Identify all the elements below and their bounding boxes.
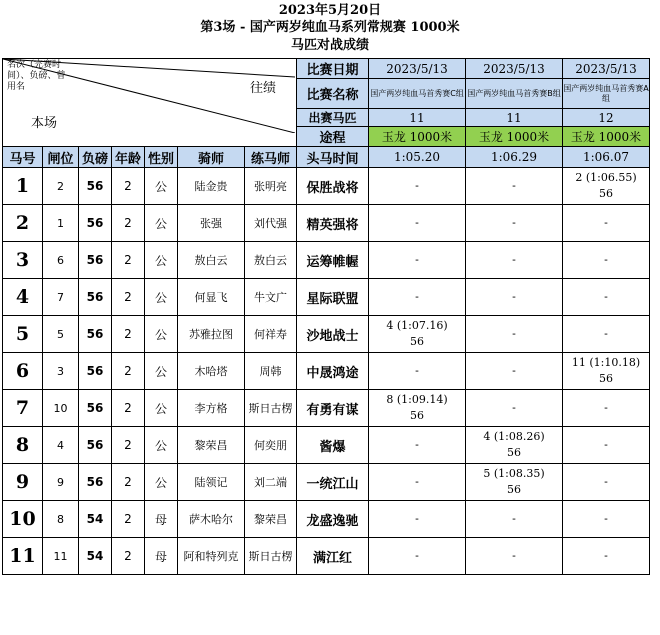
horse-sex: 公 bbox=[145, 242, 178, 279]
result-place: 4 (1:07.16) bbox=[386, 319, 448, 332]
horse-age: 2 bbox=[112, 501, 145, 538]
race-starters: 12 bbox=[563, 109, 650, 127]
carried-weight: 56 bbox=[79, 390, 112, 427]
gate-number: 7 bbox=[43, 279, 79, 316]
jockey-name: 萨木哈尔 bbox=[178, 501, 245, 538]
table-row bbox=[3, 427, 650, 464]
past-result bbox=[466, 316, 563, 353]
past-result bbox=[563, 464, 650, 501]
past-result bbox=[369, 316, 466, 353]
past-result bbox=[563, 316, 650, 353]
horse-name: 酱爆 bbox=[297, 427, 369, 464]
corner-past-label: 往绩 bbox=[249, 81, 276, 96]
horse-age: 2 bbox=[112, 464, 145, 501]
horse-name: 保胜战将 bbox=[297, 168, 369, 205]
past-result bbox=[369, 168, 466, 205]
horse-sex: 公 bbox=[145, 390, 178, 427]
carried-weight: 56 bbox=[79, 316, 112, 353]
result-place: - bbox=[604, 475, 608, 488]
past-result bbox=[563, 427, 650, 464]
horse-name: 有勇有谋 bbox=[297, 390, 369, 427]
horse-sex: 公 bbox=[145, 279, 178, 316]
race-name: 国产两岁纯血马首秀赛A组 bbox=[563, 79, 650, 109]
past-result bbox=[563, 242, 650, 279]
race-title: 第3场 - 国产两岁纯血马系列常规赛 1000米 bbox=[200, 20, 460, 35]
horse-number: 2 bbox=[3, 205, 43, 242]
table-row bbox=[3, 168, 650, 205]
horse-age: 2 bbox=[112, 427, 145, 464]
result-place: - bbox=[512, 364, 516, 377]
corner-current-label: 本场 bbox=[31, 116, 58, 131]
gate-number: 8 bbox=[43, 501, 79, 538]
trainer-name: 斯日古楞 bbox=[245, 538, 297, 575]
jockey-name: 敖白云 bbox=[178, 242, 245, 279]
result-place: - bbox=[604, 438, 608, 451]
horse-number: 9 bbox=[3, 464, 43, 501]
col-weight: 负磅 bbox=[79, 147, 112, 168]
label-winning-time: 头马时间 bbox=[297, 147, 369, 168]
trainer-name: 牛文广 bbox=[245, 279, 297, 316]
label-starters: 出赛马匹 bbox=[297, 109, 369, 127]
trainer-name: 周韩 bbox=[245, 353, 297, 390]
table-row bbox=[3, 205, 650, 242]
table-row bbox=[3, 390, 650, 427]
jockey-name: 黎荣昌 bbox=[178, 427, 245, 464]
race-date: 2023/5/13 bbox=[466, 59, 563, 79]
table-row bbox=[3, 353, 650, 390]
past-result bbox=[466, 464, 563, 501]
result-place: - bbox=[415, 290, 419, 303]
result-place: - bbox=[415, 475, 419, 488]
race-course: 玉龙 1000米 bbox=[466, 127, 563, 147]
result-weight: 56 bbox=[599, 187, 613, 200]
result-place: - bbox=[415, 253, 419, 266]
carried-weight: 56 bbox=[79, 168, 112, 205]
gate-number: 1 bbox=[43, 205, 79, 242]
carried-weight: 56 bbox=[79, 279, 112, 316]
result-place: - bbox=[604, 401, 608, 414]
result-place: - bbox=[604, 327, 608, 340]
horse-number: 5 bbox=[3, 316, 43, 353]
result-place: - bbox=[512, 327, 516, 340]
result-place: - bbox=[604, 549, 608, 562]
race-course: 玉龙 1000米 bbox=[563, 127, 650, 147]
result-place: - bbox=[512, 179, 516, 192]
race-starters: 11 bbox=[369, 109, 466, 127]
jockey-name: 何显飞 bbox=[178, 279, 245, 316]
horse-age: 2 bbox=[112, 168, 145, 205]
horse-number: 7 bbox=[3, 390, 43, 427]
horse-sex: 公 bbox=[145, 464, 178, 501]
race-winning-time: 1:06.29 bbox=[466, 147, 563, 168]
past-result bbox=[466, 390, 563, 427]
result-place: - bbox=[512, 290, 516, 303]
horse-age: 2 bbox=[112, 205, 145, 242]
table-subtitle: 马匹对战成绩 bbox=[290, 38, 369, 53]
corner-legend: 名次（完赛时间）、负磅、曾用名 bbox=[7, 60, 66, 92]
result-place: - bbox=[604, 216, 608, 229]
horse-number: 6 bbox=[3, 353, 43, 390]
past-result bbox=[369, 242, 466, 279]
past-result bbox=[563, 538, 650, 575]
result-place: - bbox=[415, 216, 419, 229]
carried-weight: 54 bbox=[79, 501, 112, 538]
gate-number: 9 bbox=[43, 464, 79, 501]
race-name: 国产两岁纯血马首秀赛C组 bbox=[369, 79, 466, 109]
result-place: - bbox=[415, 549, 419, 562]
horse-age: 2 bbox=[112, 390, 145, 427]
past-result bbox=[369, 501, 466, 538]
result-place: 8 (1:09.14) bbox=[386, 393, 448, 406]
result-place: 11 (1:10.18) bbox=[571, 356, 641, 369]
past-result bbox=[369, 464, 466, 501]
past-result bbox=[466, 427, 563, 464]
past-result bbox=[369, 390, 466, 427]
horse-sex: 母 bbox=[145, 501, 178, 538]
gate-number: 2 bbox=[43, 168, 79, 205]
trainer-name: 斯日古楞 bbox=[245, 390, 297, 427]
horse-name: 运筹帷幄 bbox=[297, 242, 369, 279]
horse-sex: 母 bbox=[145, 538, 178, 575]
horse-name: 星际联盟 bbox=[297, 279, 369, 316]
horse-number: 4 bbox=[3, 279, 43, 316]
carried-weight: 56 bbox=[79, 242, 112, 279]
horse-age: 2 bbox=[112, 353, 145, 390]
result-weight: 56 bbox=[507, 446, 521, 459]
trainer-name: 何祥寿 bbox=[245, 316, 297, 353]
result-place: - bbox=[604, 512, 608, 525]
col-age: 年龄 bbox=[112, 147, 145, 168]
carried-weight: 54 bbox=[79, 538, 112, 575]
gate-number: 11 bbox=[43, 538, 79, 575]
horse-name: 龙盛逸驰 bbox=[297, 501, 369, 538]
horse-name: 精英强将 bbox=[297, 205, 369, 242]
race-date: 2023/5/13 bbox=[563, 59, 650, 79]
trainer-name: 张明亮 bbox=[245, 168, 297, 205]
table-row bbox=[3, 464, 650, 501]
result-place: 5 (1:08.35) bbox=[483, 467, 545, 480]
jockey-name: 张强 bbox=[178, 205, 245, 242]
carried-weight: 56 bbox=[79, 353, 112, 390]
gate-number: 6 bbox=[43, 242, 79, 279]
result-place: 2 (1:06.55) bbox=[575, 171, 637, 184]
result-place: - bbox=[415, 512, 419, 525]
result-place: - bbox=[512, 253, 516, 266]
horse-age: 2 bbox=[112, 242, 145, 279]
col-sex: 性别 bbox=[145, 147, 178, 168]
horse-name: 一统江山 bbox=[297, 464, 369, 501]
past-result bbox=[369, 538, 466, 575]
jockey-name: 木哈塔 bbox=[178, 353, 245, 390]
past-result bbox=[369, 427, 466, 464]
result-place: - bbox=[604, 253, 608, 266]
past-result bbox=[563, 168, 650, 205]
label-race-name: 比赛名称 bbox=[297, 79, 369, 109]
result-weight: 56 bbox=[507, 483, 521, 496]
horse-sex: 公 bbox=[145, 205, 178, 242]
race-date: 2023/5/13 bbox=[369, 59, 466, 79]
horse-age: 2 bbox=[112, 316, 145, 353]
race-winning-time: 1:05.20 bbox=[369, 147, 466, 168]
jockey-name: 阿和特列克 bbox=[178, 538, 245, 575]
jockey-name: 陆金贵 bbox=[178, 168, 245, 205]
past-result bbox=[466, 538, 563, 575]
table-row bbox=[3, 538, 650, 575]
gate-number: 10 bbox=[43, 390, 79, 427]
race-winning-time: 1:06.07 bbox=[563, 147, 650, 168]
label-race-date: 比赛日期 bbox=[297, 59, 369, 79]
horse-sex: 公 bbox=[145, 316, 178, 353]
race-course: 玉龙 1000米 bbox=[369, 127, 466, 147]
horse-age: 2 bbox=[112, 279, 145, 316]
result-place: - bbox=[415, 438, 419, 451]
past-result bbox=[466, 168, 563, 205]
gate-number: 5 bbox=[43, 316, 79, 353]
trainer-name: 黎荣昌 bbox=[245, 501, 297, 538]
carried-weight: 56 bbox=[79, 205, 112, 242]
table-row bbox=[3, 501, 650, 538]
race-date: 2023年5月20日 bbox=[278, 3, 382, 18]
result-place: - bbox=[604, 290, 608, 303]
horse-number: 8 bbox=[3, 427, 43, 464]
trainer-name: 敖白云 bbox=[245, 242, 297, 279]
horse-age: 2 bbox=[112, 538, 145, 575]
col-gate: 闸位 bbox=[43, 147, 79, 168]
past-result bbox=[563, 501, 650, 538]
horse-number: 1 bbox=[3, 168, 43, 205]
past-result bbox=[369, 353, 466, 390]
trainer-name: 刘代强 bbox=[245, 205, 297, 242]
result-place: - bbox=[512, 401, 516, 414]
horse-name: 沙地战士 bbox=[297, 316, 369, 353]
trainer-name: 何奕朋 bbox=[245, 427, 297, 464]
label-course: 途程 bbox=[297, 127, 369, 147]
past-result bbox=[563, 205, 650, 242]
result-place: - bbox=[415, 364, 419, 377]
past-result bbox=[369, 205, 466, 242]
gate-number: 4 bbox=[43, 427, 79, 464]
col-horse-no: 马号 bbox=[3, 147, 43, 168]
col-trainer: 练马师 bbox=[245, 147, 297, 168]
past-result bbox=[466, 501, 563, 538]
horse-name: 满江红 bbox=[297, 538, 369, 575]
past-result bbox=[466, 353, 563, 390]
table-row bbox=[3, 242, 650, 279]
horse-number: 3 bbox=[3, 242, 43, 279]
past-result bbox=[563, 390, 650, 427]
horse-number: 11 bbox=[3, 538, 43, 575]
head-to-head-table bbox=[2, 58, 650, 575]
past-result bbox=[466, 279, 563, 316]
table-corner bbox=[3, 59, 297, 147]
result-place: - bbox=[512, 549, 516, 562]
result-place: - bbox=[415, 179, 419, 192]
jockey-name: 陆领记 bbox=[178, 464, 245, 501]
horse-name: 中晟鸿途 bbox=[297, 353, 369, 390]
race-starters: 11 bbox=[466, 109, 563, 127]
result-place: - bbox=[512, 216, 516, 229]
horse-number: 10 bbox=[3, 501, 43, 538]
result-place: - bbox=[512, 512, 516, 525]
past-result bbox=[466, 242, 563, 279]
result-place: 4 (1:08.26) bbox=[483, 430, 545, 443]
carried-weight: 56 bbox=[79, 427, 112, 464]
past-result bbox=[563, 279, 650, 316]
race-name: 国产两岁纯血马首秀赛B组 bbox=[466, 79, 563, 109]
result-weight: 56 bbox=[410, 409, 424, 422]
gate-number: 3 bbox=[43, 353, 79, 390]
col-jockey: 骑师 bbox=[178, 147, 245, 168]
trainer-name: 刘二端 bbox=[245, 464, 297, 501]
jockey-name: 李方格 bbox=[178, 390, 245, 427]
horse-sex: 公 bbox=[145, 168, 178, 205]
horse-sex: 公 bbox=[145, 427, 178, 464]
table-row bbox=[3, 316, 650, 353]
result-weight: 56 bbox=[599, 372, 613, 385]
past-result bbox=[466, 205, 563, 242]
past-result bbox=[369, 279, 466, 316]
table-row bbox=[3, 279, 650, 316]
jockey-name: 苏雅拉图 bbox=[178, 316, 245, 353]
result-weight: 56 bbox=[410, 335, 424, 348]
carried-weight: 56 bbox=[79, 464, 112, 501]
past-result bbox=[563, 353, 650, 390]
horse-sex: 公 bbox=[145, 353, 178, 390]
